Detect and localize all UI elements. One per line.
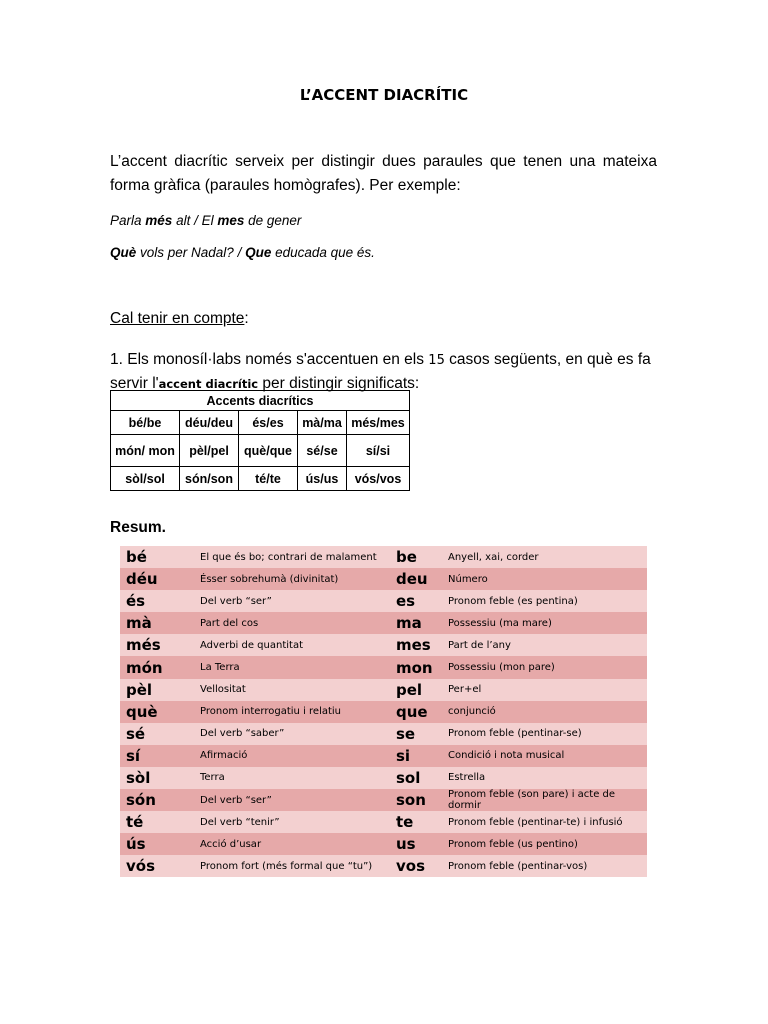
summary-word-plain: ma bbox=[396, 614, 422, 633]
summary-definition-plain: Per+el bbox=[448, 684, 482, 696]
summary-row bbox=[120, 723, 647, 745]
summary-definition-accented: Pronom fort (més formal que “tu”) bbox=[200, 860, 373, 872]
summary-word-accented: sí bbox=[126, 746, 141, 765]
summary-definition-accented: Part del cos bbox=[200, 617, 259, 629]
summary-row bbox=[120, 679, 647, 701]
summary-word-accented: és bbox=[126, 592, 146, 611]
summary-definition-plain: Estrella bbox=[448, 772, 486, 784]
table-cell: bé/be bbox=[111, 411, 180, 435]
summary-word-plain: son bbox=[396, 791, 426, 810]
summary-word-plain: sol bbox=[396, 768, 421, 787]
summary-definition-plain: Número bbox=[448, 573, 488, 585]
table-row bbox=[111, 411, 410, 435]
summary-word-accented: mà bbox=[126, 614, 152, 633]
summary-row bbox=[120, 745, 647, 767]
table-row bbox=[111, 467, 410, 491]
summary-definition-accented: Adverbi de quantitat bbox=[200, 639, 303, 651]
summary-definition-accented: Del verb “tenir” bbox=[200, 816, 280, 828]
example-line-2: Què vols per Nadal? / Que educada que és. bbox=[110, 245, 375, 260]
summary-definition-accented: Acció d’usar bbox=[200, 838, 262, 850]
table-cell: sé/se bbox=[298, 435, 347, 467]
summary-word-plain: us bbox=[396, 835, 416, 854]
summary-word-accented: més bbox=[126, 636, 161, 655]
summary-definition-plain: conjunció bbox=[448, 706, 496, 718]
summary-word-plain: be bbox=[396, 548, 417, 567]
summary-heading: Resum. bbox=[110, 519, 166, 536]
summary-word-plain: pel bbox=[396, 680, 423, 699]
summary-row bbox=[120, 656, 647, 678]
summary-definition-plain: Possessiu (ma mare) bbox=[448, 617, 552, 629]
summary-definition-accented: La Terra bbox=[200, 662, 240, 674]
summary-definition-plain: Possessiu (mon pare) bbox=[448, 662, 555, 674]
summary-definition-plain: Pronom feble (pentinar-te) i infusió bbox=[448, 816, 623, 828]
note-heading: Cal tenir en compte: bbox=[110, 310, 249, 327]
summary-row bbox=[120, 590, 647, 612]
summary-row bbox=[120, 612, 647, 634]
summary-definition-accented: Del verb “ser” bbox=[200, 595, 272, 607]
table-cell: té/te bbox=[239, 467, 298, 491]
table-row bbox=[111, 435, 410, 467]
summary-word-accented: pèl bbox=[126, 680, 153, 699]
summary-word-accented: bé bbox=[126, 548, 147, 567]
accents-table-header: Accents diacrítics bbox=[111, 391, 410, 411]
summary-word-plain: se bbox=[396, 724, 416, 743]
summary-definition-plain: Pronom feble (son pare) i acte de dormir bbox=[448, 789, 616, 812]
summary-row bbox=[120, 789, 647, 811]
summary-row bbox=[120, 767, 647, 789]
table-cell: què/que bbox=[239, 435, 298, 467]
summary-row bbox=[120, 701, 647, 723]
summary-row bbox=[120, 546, 647, 568]
summary-word-plain: vos bbox=[396, 857, 426, 876]
summary-word-accented: què bbox=[126, 702, 158, 721]
summary-definition-plain: Condició i nota musical bbox=[448, 750, 565, 762]
table-cell: sòl/sol bbox=[111, 467, 180, 491]
summary-word-plain: mon bbox=[396, 658, 433, 677]
summary-word-accented: són bbox=[126, 791, 156, 810]
summary-definition-plain: Pronom feble (es pentina) bbox=[448, 595, 578, 607]
summary-table bbox=[120, 546, 647, 877]
table-cell: vós/vos bbox=[347, 467, 410, 491]
summary-word-accented: ús bbox=[126, 835, 146, 854]
summary-definition-plain: Anyell, xai, corder bbox=[448, 551, 539, 563]
summary-word-accented: déu bbox=[126, 570, 158, 589]
summary-definition-plain: Pronom feble (pentinar-vos) bbox=[448, 860, 588, 872]
summary-definition-accented: Del verb “ser” bbox=[200, 794, 272, 806]
page-title: L’ACCENT DIACRÍTIC bbox=[299, 86, 469, 104]
rule-paragraph: 1. Els monosíl·labs només s'accentuen en els 15 casos següents, en què es fa servir l'accent diacrític per distingir significats: bbox=[110, 351, 651, 392]
table-cell: mà/ma bbox=[298, 411, 347, 435]
example-line-1: Parla més alt / El mes de gener bbox=[110, 213, 302, 228]
summary-row bbox=[120, 634, 647, 656]
summary-definition-plain: Pronom feble (pentinar-se) bbox=[448, 728, 582, 740]
summary-definition-accented: Ésser sobrehumà (divinitat) bbox=[200, 573, 339, 585]
summary-definition-accented: Vellositat bbox=[200, 684, 246, 696]
summary-word-plain: es bbox=[396, 592, 416, 611]
summary-word-plain: mes bbox=[396, 636, 431, 655]
summary-definition-accented: Terra bbox=[200, 772, 225, 784]
summary-word-accented: té bbox=[126, 813, 144, 832]
table-cell: món/ mon bbox=[111, 435, 180, 467]
summary-definition-accented: Pronom interrogatiu i relatiu bbox=[200, 706, 342, 718]
summary-row bbox=[120, 855, 647, 877]
summary-word-plain: te bbox=[396, 813, 414, 832]
summary-definition-plain: Part de l’any bbox=[448, 639, 511, 651]
summary-word-accented: sé bbox=[126, 724, 146, 743]
summary-definition-accented: El que és bo; contrari de malament bbox=[200, 551, 377, 563]
accents-table bbox=[110, 390, 410, 491]
table-cell: sí/si bbox=[347, 435, 410, 467]
table-cell: més/mes bbox=[347, 411, 410, 435]
table-cell: déu/deu bbox=[180, 411, 239, 435]
summary-definition-accented: Del verb “saber” bbox=[200, 728, 285, 740]
summary-row bbox=[120, 811, 647, 833]
table-cell: pèl/pel bbox=[180, 435, 239, 467]
summary-word-plain: si bbox=[396, 746, 411, 765]
summary-row bbox=[120, 568, 647, 590]
summary-word-plain: deu bbox=[396, 570, 428, 589]
summary-definition-plain: Pronom feble (us pentino) bbox=[448, 838, 578, 850]
summary-word-plain: que bbox=[396, 702, 428, 721]
summary-row bbox=[120, 833, 647, 855]
summary-word-accented: sòl bbox=[126, 768, 151, 787]
table-cell: ús/us bbox=[298, 467, 347, 491]
intro-paragraph: L’accent diacrític serveix per distingir dues paraules que tenen una mateixa forma gràfica (paraules homògrafes). Per exemple: bbox=[110, 153, 657, 194]
summary-word-accented: vós bbox=[126, 857, 156, 876]
table-cell: són/son bbox=[180, 467, 239, 491]
summary-word-accented: món bbox=[126, 658, 163, 677]
summary-definition-accented: Afirmació bbox=[200, 750, 248, 762]
table-cell: és/es bbox=[239, 411, 298, 435]
